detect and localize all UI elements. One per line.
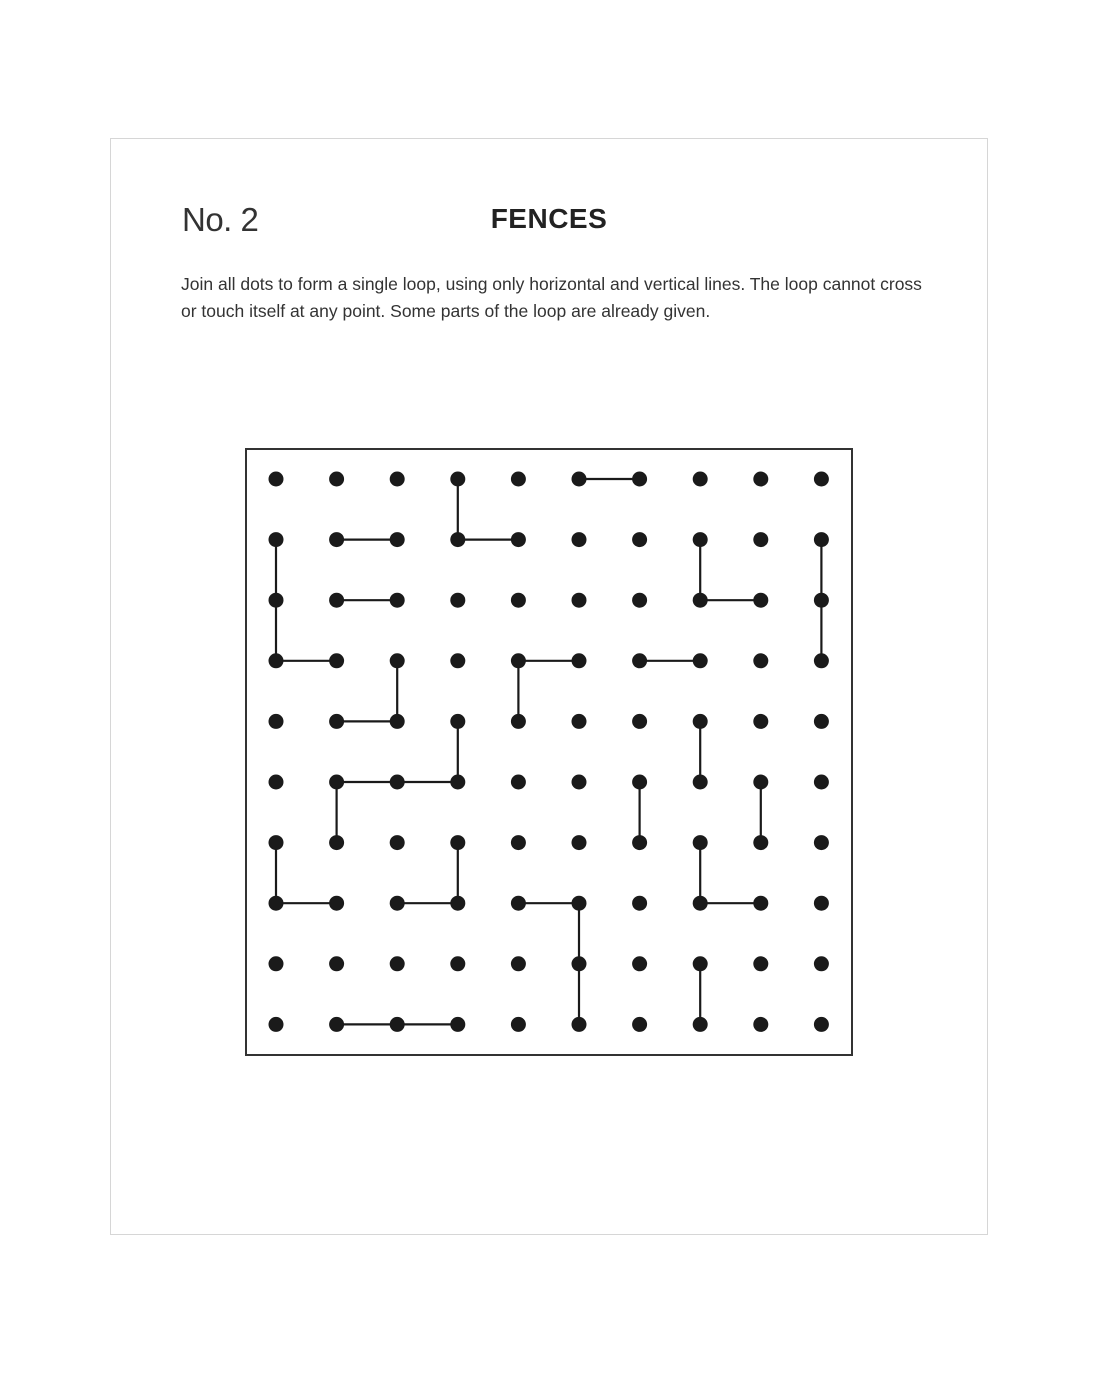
grid-dot[interactable] xyxy=(572,472,587,487)
grid-dot[interactable] xyxy=(450,956,465,971)
grid-dot[interactable] xyxy=(329,1017,344,1032)
grid-dot[interactable] xyxy=(329,835,344,850)
grid-dot[interactable] xyxy=(511,472,526,487)
puzzle-instructions: Join all dots to form a single loop, using only horizontal and vertical lines. The loop cannot cross or touch itself at any point. Some parts of the loop are already given. xyxy=(181,274,922,321)
grid-dot[interactable] xyxy=(632,1017,647,1032)
grid-dot[interactable] xyxy=(632,472,647,487)
grid-dot[interactable] xyxy=(511,835,526,850)
grid-dot[interactable] xyxy=(814,1017,829,1032)
grid-dot[interactable] xyxy=(329,472,344,487)
grid-dot[interactable] xyxy=(693,593,708,608)
grid-dot[interactable] xyxy=(572,896,587,911)
grid-dot[interactable] xyxy=(511,593,526,608)
grid-dot[interactable] xyxy=(450,775,465,790)
grid-dot[interactable] xyxy=(450,653,465,668)
grid-dot[interactable] xyxy=(269,835,284,850)
grid-dot[interactable] xyxy=(450,714,465,729)
grid-dot[interactable] xyxy=(390,593,405,608)
grid-dot[interactable] xyxy=(511,1017,526,1032)
grid-dot[interactable] xyxy=(632,593,647,608)
grid-dot[interactable] xyxy=(572,775,587,790)
grid-dot[interactable] xyxy=(511,956,526,971)
grid-dot[interactable] xyxy=(390,472,405,487)
grid-dot[interactable] xyxy=(269,775,284,790)
grid-dot[interactable] xyxy=(693,956,708,971)
grid-dot[interactable] xyxy=(632,532,647,547)
grid-dot[interactable] xyxy=(269,896,284,911)
grid-dot[interactable] xyxy=(390,1017,405,1032)
grid-dot[interactable] xyxy=(753,472,768,487)
grid-dot[interactable] xyxy=(511,714,526,729)
grid-dot[interactable] xyxy=(632,714,647,729)
grid-dot[interactable] xyxy=(269,1017,284,1032)
grid-dot[interactable] xyxy=(450,472,465,487)
grid-dot[interactable] xyxy=(450,532,465,547)
grid-dot[interactable] xyxy=(693,775,708,790)
grid-dot[interactable] xyxy=(753,775,768,790)
grid-dot[interactable] xyxy=(572,1017,587,1032)
grid-dot[interactable] xyxy=(329,956,344,971)
grid-dot[interactable] xyxy=(269,653,284,668)
grid-dot[interactable] xyxy=(450,835,465,850)
grid-dot[interactable] xyxy=(329,714,344,729)
grid-dot[interactable] xyxy=(572,714,587,729)
grid-dot[interactable] xyxy=(329,653,344,668)
grid-dot[interactable] xyxy=(450,593,465,608)
grid-dot[interactable] xyxy=(814,835,829,850)
grid-dot[interactable] xyxy=(329,896,344,911)
grid-dot[interactable] xyxy=(329,775,344,790)
grid-dot[interactable] xyxy=(632,896,647,911)
grid-dot[interactable] xyxy=(814,472,829,487)
grid-dot[interactable] xyxy=(450,1017,465,1032)
puzzle-grid[interactable] xyxy=(245,448,853,1056)
grid-dot[interactable] xyxy=(753,653,768,668)
grid-dot[interactable] xyxy=(693,835,708,850)
grid-dot[interactable] xyxy=(814,532,829,547)
grid-dot[interactable] xyxy=(572,593,587,608)
grid-dot[interactable] xyxy=(390,532,405,547)
puzzle-number: No. 2 xyxy=(182,201,259,238)
grid-dot[interactable] xyxy=(269,714,284,729)
grid-dot[interactable] xyxy=(814,956,829,971)
grid-dot[interactable] xyxy=(269,956,284,971)
grid-dot[interactable] xyxy=(329,593,344,608)
grid-dot[interactable] xyxy=(632,775,647,790)
grid-dot[interactable] xyxy=(511,775,526,790)
grid-dot[interactable] xyxy=(753,1017,768,1032)
grid-dot[interactable] xyxy=(390,956,405,971)
grid-dot[interactable] xyxy=(450,896,465,911)
grid-dot[interactable] xyxy=(753,593,768,608)
grid-dot[interactable] xyxy=(814,896,829,911)
grid-dot[interactable] xyxy=(693,653,708,668)
grid-dot[interactable] xyxy=(390,896,405,911)
grid-dot[interactable] xyxy=(814,775,829,790)
grid-dot[interactable] xyxy=(390,835,405,850)
grid-dot[interactable] xyxy=(390,714,405,729)
grid-dot[interactable] xyxy=(511,532,526,547)
grid-dot[interactable] xyxy=(632,835,647,850)
puzzle-title: FENCES xyxy=(490,203,608,234)
grid-dot[interactable] xyxy=(693,896,708,911)
grid-dot[interactable] xyxy=(753,714,768,729)
grid-dot[interactable] xyxy=(511,653,526,668)
grid-dot[interactable] xyxy=(693,472,708,487)
grid-dot[interactable] xyxy=(753,956,768,971)
grid-dot[interactable] xyxy=(753,835,768,850)
grid-dot[interactable] xyxy=(753,896,768,911)
grid-dot[interactable] xyxy=(693,714,708,729)
grid-dot[interactable] xyxy=(390,653,405,668)
grid-dot[interactable] xyxy=(693,532,708,547)
grid-dot[interactable] xyxy=(572,956,587,971)
grid-dot[interactable] xyxy=(511,896,526,911)
grid-dot[interactable] xyxy=(814,714,829,729)
grid-dot[interactable] xyxy=(572,835,587,850)
grid-dot[interactable] xyxy=(269,532,284,547)
grid-dot[interactable] xyxy=(814,593,829,608)
grid-dot[interactable] xyxy=(572,653,587,668)
grid-dot[interactable] xyxy=(632,653,647,668)
grid-dot[interactable] xyxy=(814,653,829,668)
grid-dot[interactable] xyxy=(693,1017,708,1032)
grid-dot[interactable] xyxy=(329,532,344,547)
grid-dot[interactable] xyxy=(632,956,647,971)
grid-dot[interactable] xyxy=(753,532,768,547)
grid-dot[interactable] xyxy=(269,593,284,608)
grid-dot[interactable] xyxy=(269,472,284,487)
grid-dot[interactable] xyxy=(572,532,587,547)
grid-dot[interactable] xyxy=(390,775,405,790)
